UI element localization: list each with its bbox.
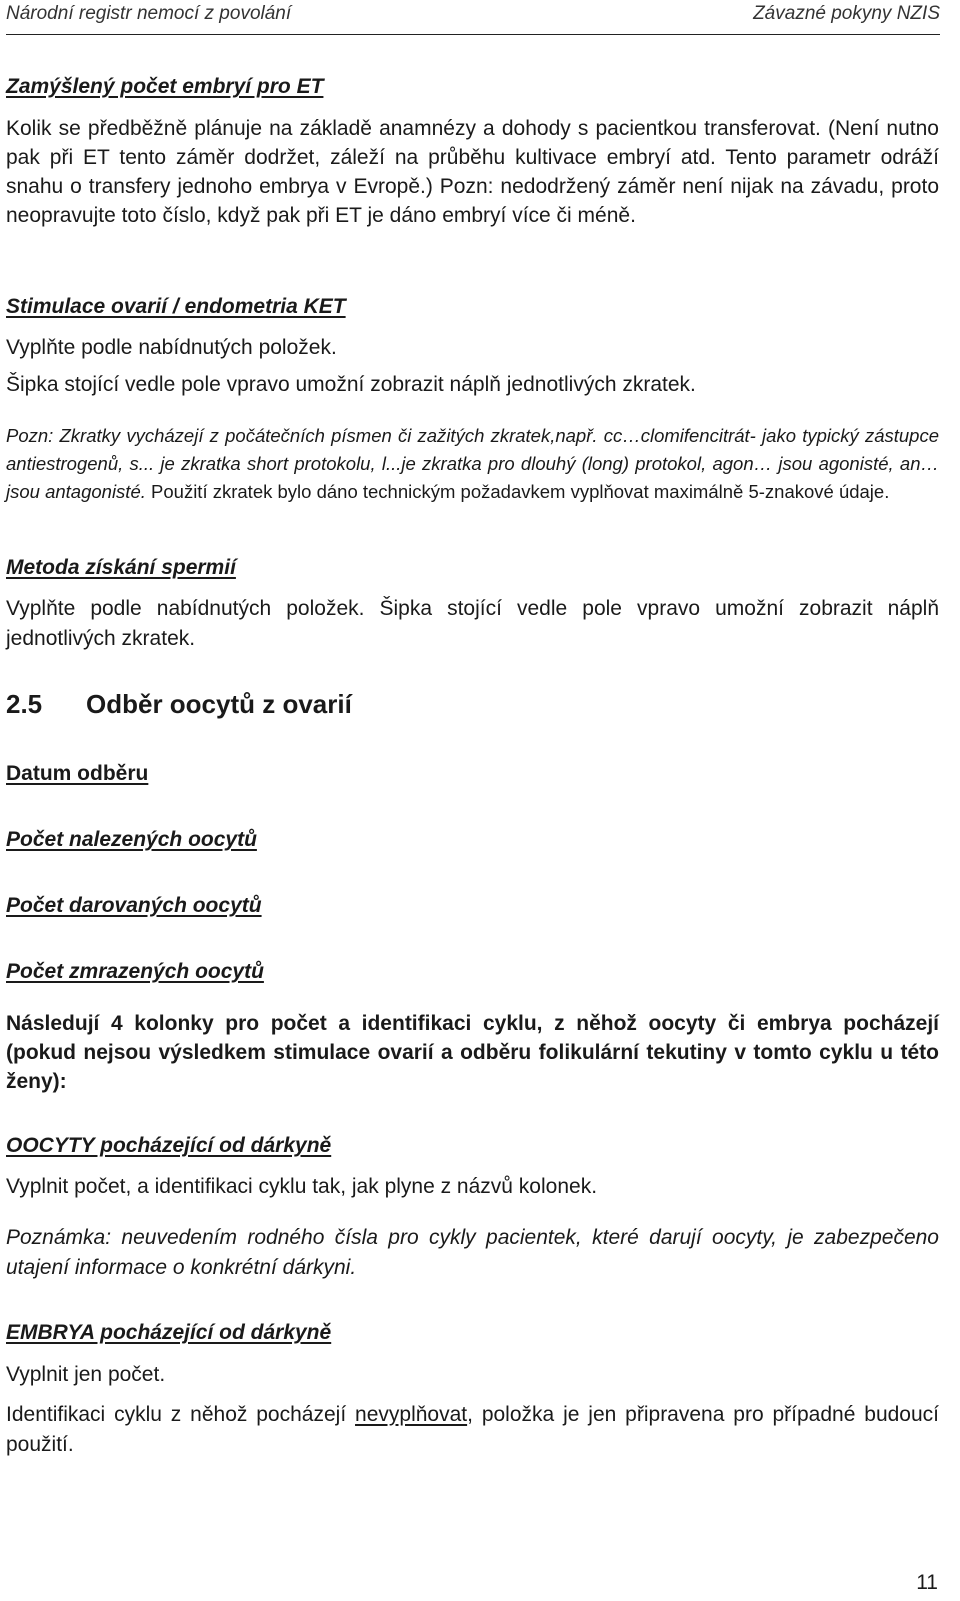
section-number: 2.5 (6, 689, 43, 719)
paragraph-embryo-count: Kolik se předběžně plánuje na základě anamnézy a dohody s pacientkou transferovat. (Není nutno pak při ET tento záměr dodržet, záleží na průběhu kultivace embryí atd. Tento parametr odráží snahu o transfery jednoho embrya v Evropě.) Pozn: nedodržený záměr není nijak na závadu, proto neopravujte toto číslo, když pak při ET je dáno embryí více či méně. (6, 117, 939, 227)
stimulation-note (6, 422, 939, 506)
stimulation-note-italic: Pozn: Zkratky vycházejí z počátečních písmen či zažitých zkratek,např. cc…clomifencitrát- jako typický zástupce antiestrogenů, s... je zkratka short protokolu, l...je zkratka pro dlouhý (long) protokol, agon… jsou agonisté, an…jsou antagonisté. (6, 425, 939, 502)
paragraph-sperm-method: Vyplňte podle nabídnutých položek. Šipka stojící vedle pole vpravo umožní zobrazit náplň jednotlivých zkratek. (6, 597, 939, 650)
embryos-donor-line-1: Vyplnit jen počet. (6, 1363, 166, 1386)
bold-paragraph: Následují 4 kolonky pro počet a identifikaci cyklu, z něhož oocyty či embrya pocházejí (pokud nejsou výsledkem stimulace ovarií a odběru folikulární tekutiny v tomto cyklu u této ženy): (6, 1012, 939, 1093)
stimulation-line-2: Šipka stojící vedle pole vpravo umožní zobrazit náplň jednotlivých zkratek. (6, 373, 696, 396)
stimulation-note-plain: Použití zkratek bylo dáno technickým požadavkem vyplňovat maximálně 5-znakové údaje. (151, 481, 890, 502)
heading-embryo-count: Zamýšlený počet embryí pro ET (6, 75, 324, 98)
embryos-donor-underlined: nevyplňovat (355, 1403, 468, 1426)
oocytes-donor-note: Poznámka: neuvedením rodného čísla pro cykly pacientek, které darují oocyty, je zabezpečeno utajení informace o konkrétní dárkyni. (6, 1226, 939, 1279)
field-pocet-zmrazenych: Počet zmrazených oocytů (6, 960, 264, 983)
section-heading-2-5 (6, 688, 939, 720)
heading-embryos-donor: EMBRYA pocházející od dárkyně (6, 1321, 332, 1344)
embryos-donor-line-2 (6, 1400, 939, 1460)
page-number: 11 (916, 1571, 938, 1594)
heading-oocytes-donor: OOCYTY pocházející od dárkyně (6, 1134, 332, 1157)
embryos-donor-text-b: , položka je jen připravena pro případné budoucí použití. (6, 1403, 939, 1456)
stimulation-line-1: Vyplňte podle nabídnutých položek. (6, 336, 337, 359)
page-header (6, 0, 940, 35)
oocytes-donor-text: Vyplnit počet, a identifikaci cyklu tak, jak plyne z názvů kolonek. (6, 1175, 598, 1198)
field-pocet-nalezenych: Počet nalezených oocytů (6, 828, 257, 851)
heading-stimulation: Stimulace ovarií / endometria KET (6, 295, 346, 318)
field-pocet-darovanych: Počet darovaných oocytů (6, 894, 262, 917)
header-left: Národní registr nemocí z povolání (6, 3, 292, 24)
embryos-donor-text-a: Identifikaci cyklu z něhož pocházejí (6, 1403, 356, 1426)
field-datum-odberu: Datum odběru (6, 762, 149, 785)
heading-sperm-method: Metoda získání spermií (6, 556, 236, 579)
section-title: Odběr oocytů z ovarií (86, 689, 352, 719)
header-right: Závazné pokyny NZIS (753, 3, 940, 24)
